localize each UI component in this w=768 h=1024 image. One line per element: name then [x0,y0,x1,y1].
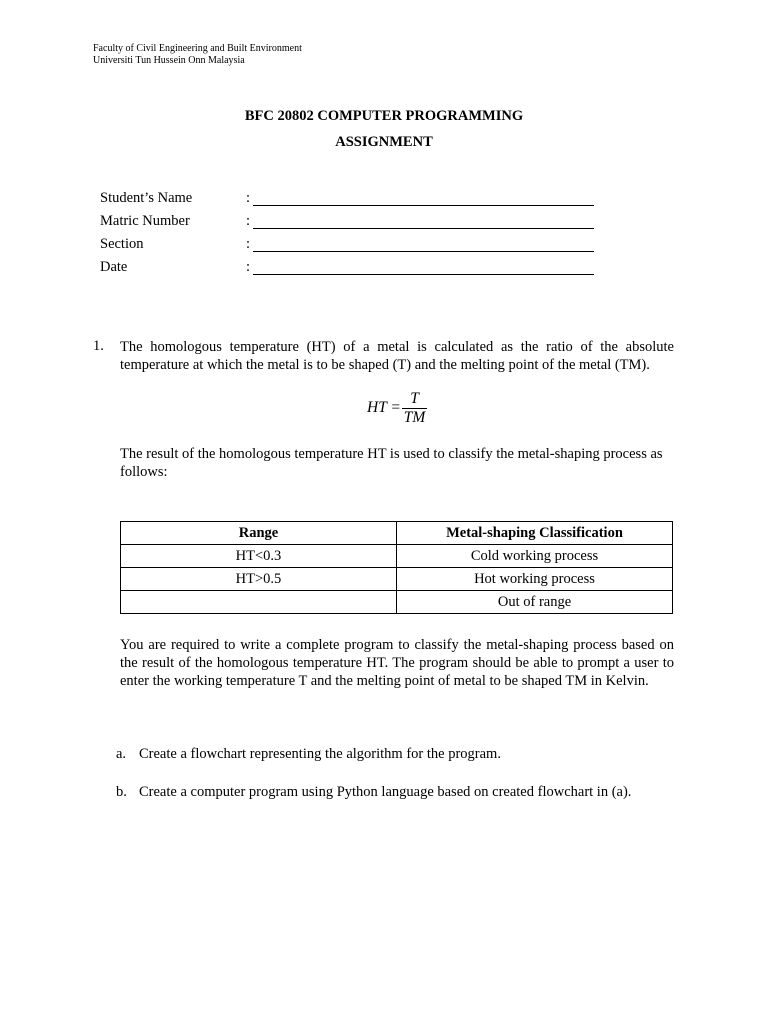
field-label: Section [100,236,144,252]
task-text: Create a flowchart representing the algorithm for the program. [139,746,501,762]
classification-table [120,521,673,614]
fill-in-line [253,205,594,206]
range-cell [121,591,397,614]
classification-cell: Hot working process [397,568,673,591]
task-marker: a. [116,746,127,762]
field-colon: : [246,190,251,206]
document-header [93,43,302,67]
table-row [121,591,673,614]
field-colon: : [246,259,251,275]
column-header-range: Range [121,522,397,545]
field-label: Student’s Name [100,190,193,206]
task-text: Create a computer program using Python language based on created flowchart in (a). [139,784,632,800]
table-row [121,568,673,591]
task-marker: b. [116,784,127,800]
faculty-name: Faculty of Civil Engineering and Built Environment [93,43,302,54]
table-header-row [121,522,673,545]
formula-lhs: HT = [367,399,401,416]
range-cell: HT<0.3 [121,545,397,568]
requirement-paragraph: You are required to write a complete program to classify the metal-shaping process based on the result of the homologous temperature HT. The program should be able to prompt a user to enter the working temperature T and the melting point of metal to be shaped TM in Kelvin. [120,637,674,689]
field-label: Matric Number [100,213,190,229]
question-intro: The homologous temperature (HT) of a metal is calculated as the ratio of the absolute temperature at which the metal is to be shaped (T) and the melting point of the metal (TM). [120,339,674,373]
range-cell: HT>0.5 [121,568,397,591]
field-colon: : [246,236,251,252]
formula-fraction [402,390,427,427]
course-title: BFC 20802 COMPUTER PROGRAMMING [244,108,524,124]
university-name: Universiti Tun Hussein Onn Malaysia [93,55,245,66]
field-colon: : [246,213,251,229]
classification-cell: Cold working process [397,545,673,568]
question-number: 1. [93,338,104,354]
column-header-classification: Metal-shaping Classification [397,522,673,545]
assignment-title: ASSIGNMENT [335,134,433,150]
fill-in-line [253,228,594,229]
fill-in-line [253,251,594,252]
table-row [121,545,673,568]
formula-numerator: T [410,390,419,407]
fill-in-line [253,274,594,275]
formula-denominator: TM [403,409,426,426]
field-label: Date [100,259,128,275]
classification-intro: The result of the homologous temperature HT is used to classify the metal-shaping process as follows: [120,446,663,480]
classification-cell: Out of range [397,591,673,614]
